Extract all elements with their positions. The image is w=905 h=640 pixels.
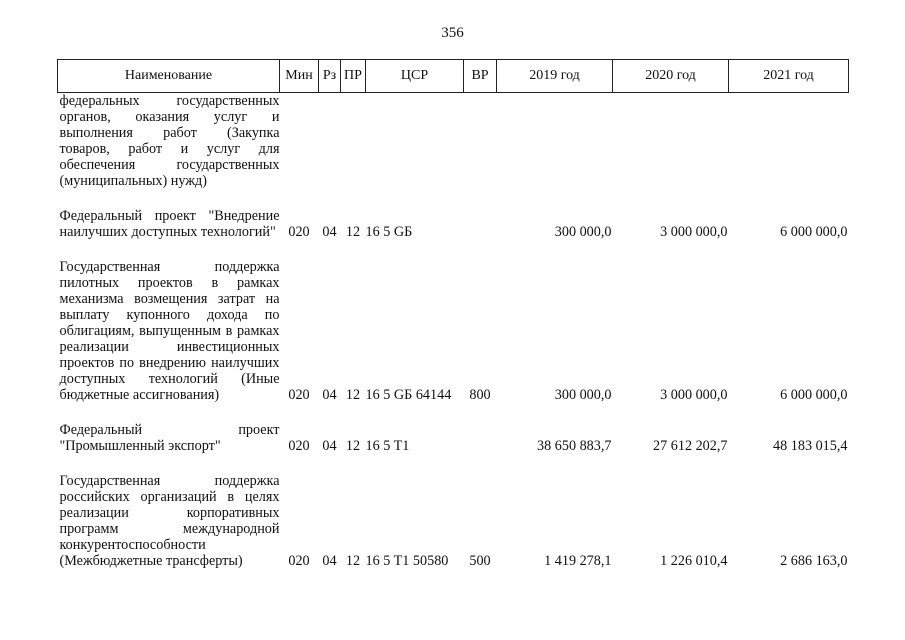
row-2019: 1 419 278,1 xyxy=(544,553,612,569)
row-spacer xyxy=(58,240,849,259)
header-pr: ПР xyxy=(341,60,366,93)
header-name: Наименование xyxy=(58,60,280,93)
row-min: 020 xyxy=(288,224,310,240)
row-name: Государственная поддержка пилотных проектов в рамках механизма возмещения затрат на выплату купонного дохода по облигациям, выпущенным в рамках реализации инвестиционных проектов по внедрению наилучших доступных технологий (Иные бюджетные ассигнования) xyxy=(59,259,280,403)
row-csr: 16 5 T1 xyxy=(365,438,410,454)
row-2019: 300 000,0 xyxy=(554,387,612,403)
budget-table xyxy=(57,59,849,569)
header-min: Мин xyxy=(280,60,319,93)
row-name: Государственная поддержка российских организаций в целях реализации корпоративных программ международной конкурентоспособности (Межбюджетные трансферты) xyxy=(59,473,280,569)
row-2021: 2 686 163,0 xyxy=(780,553,848,569)
row-spacer xyxy=(58,403,849,422)
row-name: Федеральный проект "Промышленный экспорт" xyxy=(59,422,280,454)
row-2019 xyxy=(497,93,613,190)
row-2020: 3 000 000,0 xyxy=(660,387,728,403)
row-2020: 3 000 000,0 xyxy=(660,224,728,240)
row-csr: 16 5 T1 50580 xyxy=(365,553,449,569)
row-2020: 27 612 202,7 xyxy=(653,438,728,454)
header-vr: ВР xyxy=(464,60,497,93)
row-2021 xyxy=(729,93,849,190)
table-row xyxy=(58,93,849,190)
header-2021: 2021 год xyxy=(729,60,849,93)
table-row xyxy=(58,259,849,403)
header-2019: 2019 год xyxy=(497,60,613,93)
table-row xyxy=(58,473,849,569)
row-min: 020 xyxy=(288,553,310,569)
row-csr: 16 5 GБ 64144 xyxy=(365,387,452,403)
row-min: 020 xyxy=(288,438,310,454)
row-pr: 12 xyxy=(345,224,361,240)
row-min xyxy=(280,93,319,190)
row-min: 020 xyxy=(288,387,310,403)
header-csr: ЦСР xyxy=(366,60,464,93)
row-csr xyxy=(366,93,464,190)
row-vr xyxy=(464,93,497,190)
row-rz: 04 xyxy=(322,438,337,454)
row-vr xyxy=(464,422,497,454)
row-pr: 12 xyxy=(345,553,361,569)
table-header-row xyxy=(58,60,849,93)
page-number: 356 xyxy=(441,25,464,41)
row-csr: 16 5 GБ xyxy=(365,224,413,240)
header-rz: Рз xyxy=(319,60,341,93)
row-2021: 6 000 000,0 xyxy=(780,224,848,240)
row-2021: 48 183 015,4 xyxy=(773,438,848,454)
row-pr: 12 xyxy=(345,438,361,454)
row-name: Федеральный проект "Внедрение наилучших доступных технологий" xyxy=(59,208,280,240)
row-2019: 300 000,0 xyxy=(554,224,612,240)
row-rz: 04 xyxy=(322,553,337,569)
row-2020 xyxy=(613,93,729,190)
row-2021: 6 000 000,0 xyxy=(780,387,848,403)
row-spacer xyxy=(58,454,849,473)
header-2020: 2020 год xyxy=(613,60,729,93)
row-vr: 800 xyxy=(469,387,491,403)
row-pr: 12 xyxy=(345,387,361,403)
row-rz xyxy=(319,93,341,190)
row-rz: 04 xyxy=(322,224,337,240)
row-pr xyxy=(341,93,366,190)
row-spacer xyxy=(58,189,849,208)
table-row xyxy=(58,422,849,454)
row-name: федеральных государственных органов, оказания услуг и выполнения работ (Закупка товаров, работ и услуг для обеспечения государственных (муниципальных) нужд) xyxy=(59,93,280,189)
row-2019: 38 650 883,7 xyxy=(537,438,612,454)
row-2020: 1 226 010,4 xyxy=(660,553,728,569)
row-vr: 500 xyxy=(469,553,491,569)
row-vr xyxy=(464,208,497,240)
row-rz: 04 xyxy=(322,387,337,403)
table-row xyxy=(58,208,849,240)
